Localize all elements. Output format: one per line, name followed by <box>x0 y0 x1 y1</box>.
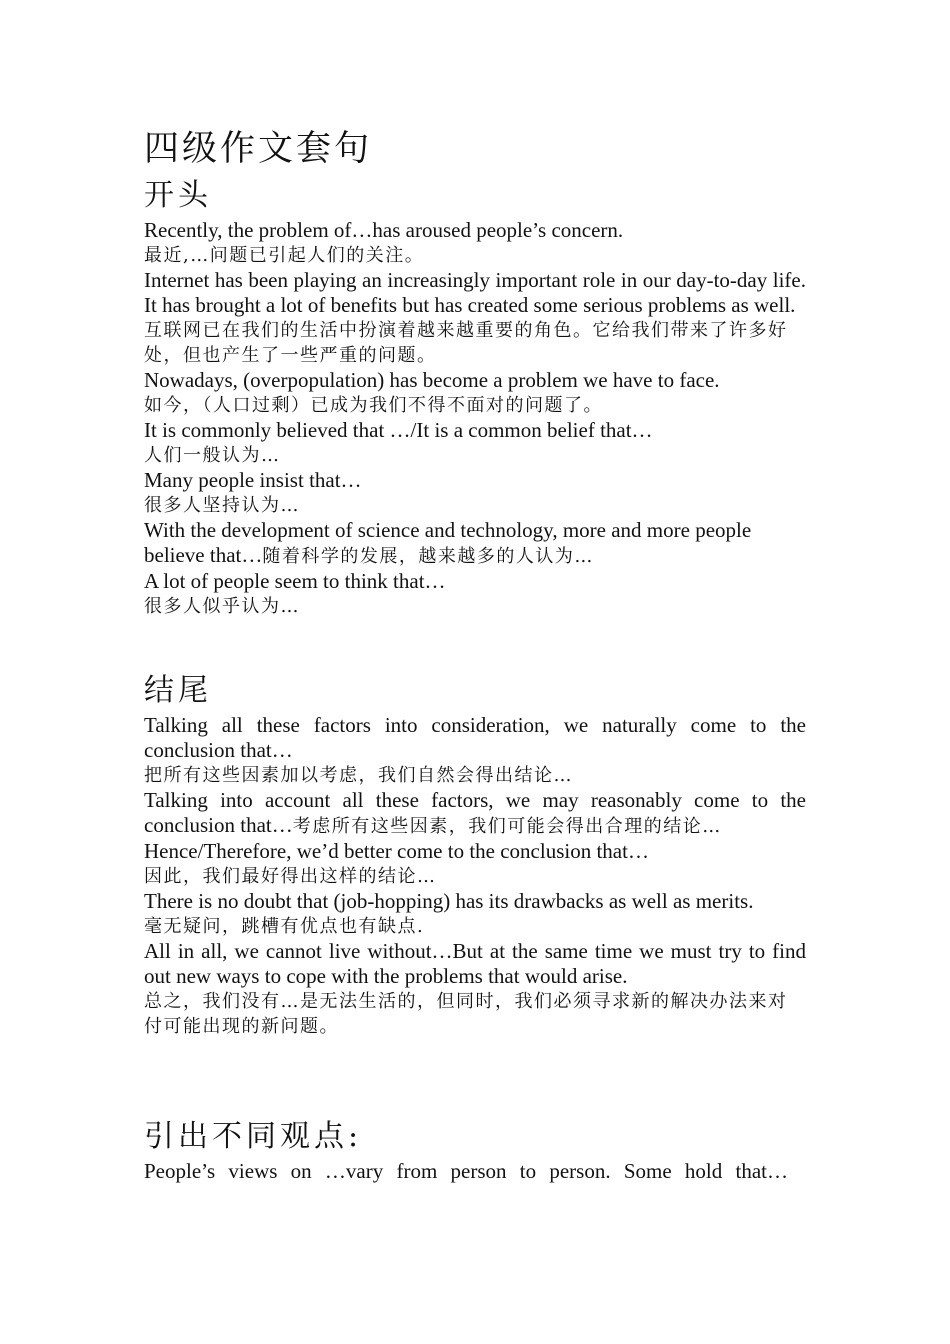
phrase-zh: 很多人坚持认为… <box>144 495 300 516</box>
phrase-en: Internet has been playing an increasingly important role in our day-to-day life. It has brought a lot of benefits but has created some serious problems as well. <box>144 268 806 317</box>
phrase-zh: 毫无疑问，跳槽有优点也有缺点. <box>144 916 425 937</box>
document-page <box>144 124 806 1184</box>
phrase-en: Recently, the problem of…has aroused people’s concern. <box>144 218 624 242</box>
phrase-zh: 把所有这些因素加以考虑，我们自然会得出结论… <box>144 765 573 786</box>
phrase-en: It is commonly believed that …/It is a common belief that… <box>144 418 653 442</box>
phrase-zh: 最近,…问题已引起人们的关注。 <box>144 245 425 266</box>
phrase-en-with-zh <box>144 788 806 839</box>
phrase-zh: 总之，我们没有…是无法生活的，但同时，我们必须寻求新的解决办法来对付可能出现的新问题。 <box>144 991 788 1037</box>
phrase-zh: 人们一般认为… <box>144 445 281 466</box>
phrase-en-with-zh <box>144 518 806 569</box>
phrase-en: Hence/Therefore, we’d better come to the conclusion that… <box>144 839 649 863</box>
phrase-en: Talking into account all these factors, we may reasonably come to the conclusion that… <box>144 788 806 837</box>
opening-section <box>144 174 806 619</box>
phrase-en: Talking all these factors into consideration, we naturally come to the conclusion that… <box>144 713 806 762</box>
phrase-en: Nowadays, (overpopulation) has become a problem we have to face. <box>144 368 720 392</box>
section-heading-views: 引出不同观点: <box>144 1119 363 1154</box>
phrase-en: People’s views on …vary from person to person. Some hold that… <box>144 1159 789 1183</box>
phrase-en: There is no doubt that (job-hopping) has its drawbacks as well as merits. <box>144 889 754 913</box>
phrase-zh: 如今，（人口过剩）已成为我们不得不面对的问题了。 <box>144 395 603 416</box>
phrase-zh: 互联网已在我们的生活中扮演着越来越重要的角色。它给我们带来了许多好处，但也产生了一些严重的问题。 <box>144 320 788 366</box>
ending-section <box>144 669 806 1039</box>
document-title: 四级作文套句 <box>144 129 373 169</box>
phrase-zh: 很多人似乎认为… <box>144 596 300 617</box>
section-heading-opening: 开头 <box>144 178 212 213</box>
section-spacer <box>144 1039 806 1115</box>
phrase-zh: 因此，我们最好得出这样的结论… <box>144 866 437 887</box>
views-section <box>144 1115 806 1184</box>
phrase-en: With the development of science and technology, more and more people believe that… <box>144 518 752 567</box>
section-spacer <box>144 619 806 669</box>
phrase-en: A lot of people seem to think that… <box>144 569 446 593</box>
phrase-zh: 随着科学的发展，越来越多的人认为… <box>262 546 594 567</box>
section-heading-ending: 结尾 <box>144 673 212 708</box>
phrase-en: Many people insist that… <box>144 468 362 492</box>
phrase-en: All in all, we cannot live without…But at the same time we must try to find out new ways to cope with the problems that would arise. <box>144 939 806 988</box>
phrase-zh: 考虑所有这些因素，我们可能会得出合理的结论… <box>292 816 722 837</box>
